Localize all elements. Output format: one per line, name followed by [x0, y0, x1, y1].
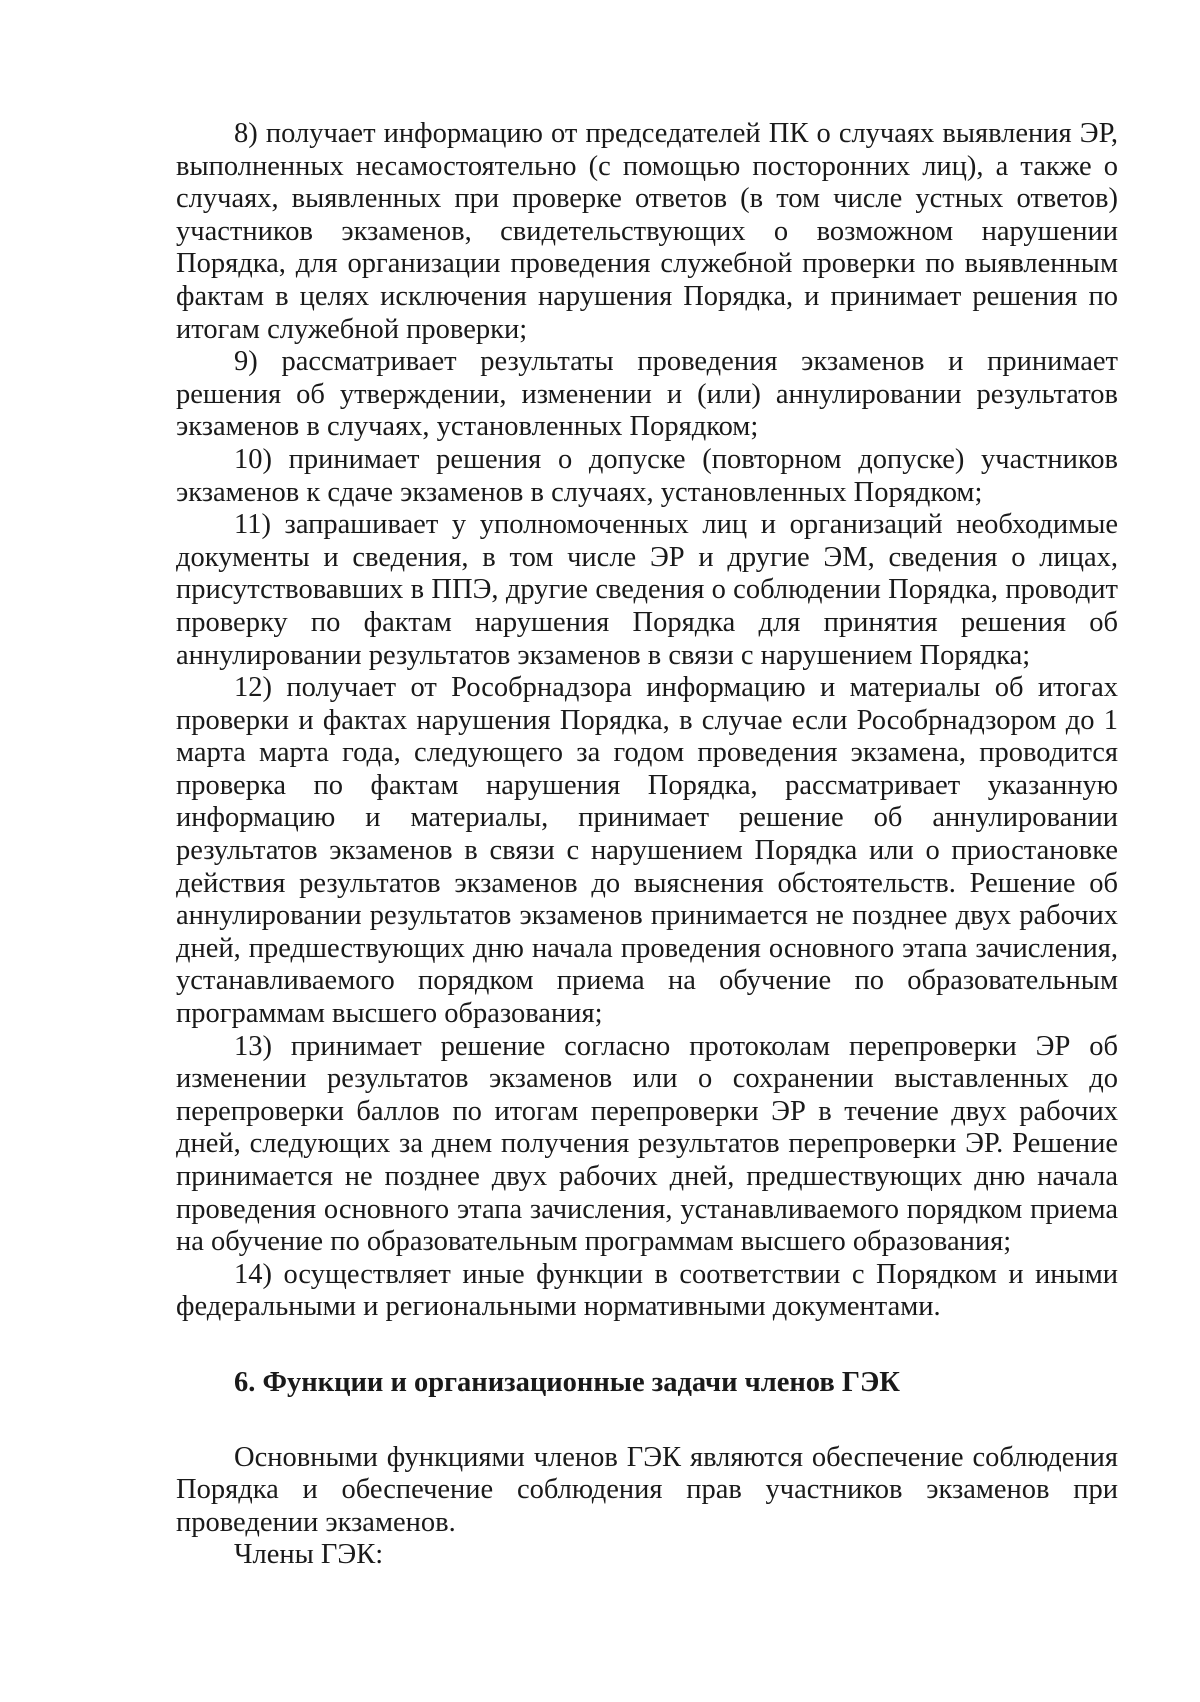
list-item-12: 12) получает от Рособрнадзора информацию и материалы об итогах проверки и фактах нарушения Порядка, в случае если Рособрнадзором до 1 марта марта года, следующего за годом проведения экзамена, проводится проверка по фактам нарушения Порядка, рассматривает указанную информацию и материалы, принимает решение об аннулировании результатов экзаменов в связи с нарушением Порядка или о приостановке действия результатов экзаменов до выяснения обстоятельств. Решение об аннулировании результатов экзаменов принимается не позднее двух рабочих дней, предшествующих дню начала проведения основного этапа зачисления, устанавливаемого порядком приема на обучение по образовательным программам высшего образования;	[176, 672, 1118, 1030]
list-item-13: 13) принимает решение согласно протоколам перепроверки ЭР об изменении результатов экзаменов или о сохранении выставленных до перепроверки баллов по итогам перепроверки ЭР в течение двух рабочих дней, следующих за днем получения результатов перепроверки ЭР. Решение принимается не позднее двух рабочих дней, предшествующих дню начала проведения основного этапа зачисления, устанавливаемого порядком приема на обучение по образовательным программам высшего образования;	[176, 1030, 1118, 1258]
list-item-14: 14) осуществляет иные функции в соответствии с Порядком и иными федеральными и региональными нормативными документами.	[176, 1258, 1118, 1323]
list-item-11: 11) запрашивает у уполномоченных лиц и организаций необходимые документы и сведения, в том числе ЭР и другие ЭМ, сведения о лицах, присутствовавших в ППЭ, другие сведения о соблюдении Порядка, проводит проверку по фактам нарушения Порядка для принятия решения об аннулировании результатов экзаменов в связи с нарушением Порядка;	[176, 509, 1118, 671]
list-item-8: 8) получает информацию от председателей ПК о случаях выявления ЭР, выполненных несамостоятельно (с помощью посторонних лиц), а также о случаях, выявленных при проверке ответов (в том числе устных ответов) участников экзаменов, свидетельствующих о возможном нарушении Порядка, для организации проведения служебной проверки по выявленным фактам в целях исключения нарушения Порядка, и принимает решения по итогам служебной проверки;	[176, 118, 1118, 345]
section-intro-paragraph: Основными функциями членов ГЭК являются обеспечение соблюдения Порядка и обеспечение соблюдения прав участников экзаменов при проведении экзаменов.	[176, 1441, 1118, 1538]
list-item-10: 10) принимает решения о допуске (повторном допуске) участников экзаменов к сдаче экзаменов в случаях, установленных Порядком;	[176, 443, 1118, 508]
document-body	[176, 118, 1118, 1572]
list-item-9: 9) рассматривает результаты проведения экзаменов и принимает решения об утверждении, изменении и (или) аннулировании результатов экзаменов в случаях, установленных Порядком;	[176, 346, 1118, 443]
members-label: Члены ГЭК:	[234, 1539, 384, 1571]
section-title: 6. Функции и организационные задачи членов ГЭК	[234, 1366, 900, 1398]
